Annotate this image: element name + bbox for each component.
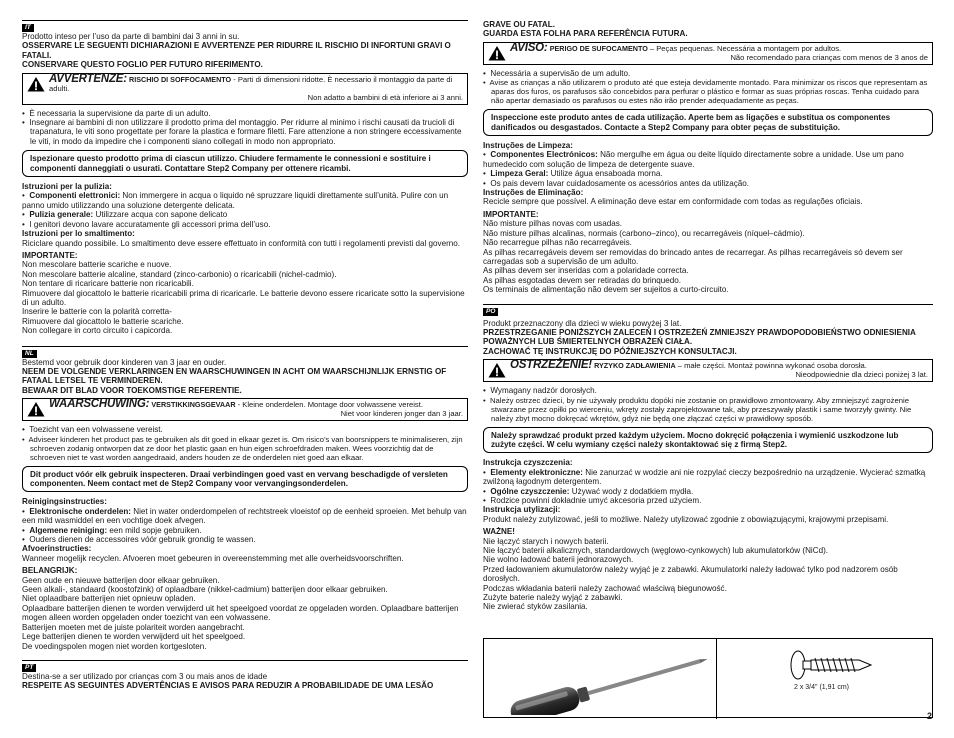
pl-warning-title: OSTRZEŻENIE! <box>510 359 592 372</box>
it-important-4: Rimuovere dal giocattolo le batterie ricaricabili prima di ricaricarle. Le batterie devono essere ricaricate sotto la supervisione di un adulto. <box>22 288 465 307</box>
pl-cleaning-title: Instrukcja czyszczenia: <box>483 458 573 468</box>
pt-warning-subtitle: PERIGO DE SUFOCAMENTO <box>549 43 648 53</box>
pt-disposal-text: Recicle sempre que possível. A eliminação deve estar em conformidade com todas as regulações oficiais. <box>483 197 863 207</box>
pl-important-7: Nie zwierać styków zasilania. <box>483 602 588 612</box>
it-important-7: Non collegare in corto circuito i capicorda. <box>22 326 173 336</box>
it-bullet-2: • Insegnare ai bambini di non utilizzare il prodotto prima del montaggio. Per ridurre al minimo i rischi causati da trucioli di trapanatura, le viti sono progettate per forare la plastica e formare filetti. Fare attenzione a non stringere eccessivamente le viti, in modo da impedire che i componenti siano collegati in modo non appropriato. <box>22 118 462 146</box>
pt-important-7: Os terminais de alimentação não devem ser sujeitos a curto-circuito. <box>483 285 729 295</box>
it-important-6: Rimuovere dal giocattolo le batterie scariche. <box>22 316 184 326</box>
nl-warning-text: - Kleine onderdelen. Montage door volwassene vereist. <box>235 400 423 410</box>
nl-bullet-1: • Toezicht van een volwassene vereist. <box>22 425 163 435</box>
right-column <box>483 20 933 612</box>
pl-warning-text: – małe części. Montaż powinna wykonać osoba dorosła. <box>675 361 867 371</box>
nl-heading: NEEM DE VOLGENDE VERKLARINGEN EN WAARSCHUWINGEN IN ACHT OM WAARSCHIJNLIJK ERNSTIG OF FATAAL LETSEL TE VERMINDEREN. <box>22 366 447 386</box>
pl-important-6: Zużyte baterie należy wyjąć z zabawki. <box>483 593 623 603</box>
nl-warning-subtitle: VERSTIKKINGSGEVAAR <box>151 400 236 410</box>
it-heading: OSSERVARE LE SEGUENTI DICHIARAZIONI E AVVERTENZE PER RIDURRE IL RISCHIO DI INFORTUNI GRAVI O FATALI. <box>22 41 451 60</box>
it-intro: Prodotto inteso per l’uso da parte di bambini dai 3 anni in su. <box>22 32 240 41</box>
section-it-header <box>22 20 468 32</box>
nl-warning-box <box>22 398 468 421</box>
it-warning-text-2: Non adatto a bambini di età inferiore ai 3 anni. <box>307 92 463 102</box>
pt-inspect-box: Inspeccione este produto antes de cada utilização. Aperte bem as ligações e substitua os componentes danificados ou desgastados. Contacte a Step2 Company para obter peças de substituição. <box>483 109 933 136</box>
it-important-3: Non tentare di ricaricare batterie non ricaricabili. <box>22 279 194 289</box>
section-pt-header <box>22 660 468 672</box>
warning-icon <box>27 401 45 417</box>
nl-cleaning-1: • Elektronische onderdelen: Niet in water onderdompelen of rechtstreek vloeistof op de eenheid sproeien. Met behulp van een mild wasmiddel en een vochtige doek afvegen. <box>22 506 467 526</box>
it-inspect-box: Ispezionare questo prodotto prima di ciascun utilizzo. Chiudere fermamente le connessioni e sostituire i componenti danneggiati o usurati. Contattare Step2 Company per ottenere ricambi. <box>22 150 468 177</box>
page-number: 2 <box>927 711 933 721</box>
it-important-title: IMPORTANTE: <box>22 250 78 260</box>
it-cleaning-title: Istruzioni per la pulizia: <box>22 182 112 192</box>
left-column <box>22 20 468 691</box>
it-warning-text: - Parti di dimensioni ridotte. È necessario il montaggio da parte di adulti. <box>49 74 453 93</box>
it-bullet-1: • È necessaria la supervisione da parte di un adulto. <box>22 108 211 118</box>
pt-important-1: Não misture pilhas novas com usadas. <box>483 219 623 229</box>
lang-code-pt: PT <box>22 664 36 672</box>
nl-inspect-box: Dit product vóór elk gebruik inspecteren. Draai verbindingen goed vast en vervang beschadigde of versleten componenten. Neem contact met de Step2 Company voor vervangingsonderdelen. <box>22 466 468 493</box>
pl-disposal-text: Produkt należy zutylizować, jeśli to możliwe. Należy utylizować zgodnie z obowiązującymi, krajowymi przepisami. <box>483 514 889 524</box>
warning-icon <box>488 45 506 61</box>
pl-inspect-box: Należy sprawdzać produkt przed każdym użyciem. Mocno dokręcić połączenia i wymienić uszkodzone lub zużyte części. W celu wymiany części należy skontaktować się z firmą Step2. <box>483 427 933 454</box>
pt-intro: Destina-se a ser utilizado por crianças com 3 ou mais anos de idade <box>22 671 268 681</box>
pt-cleaning-2: • Limpeza Geral: Utilize água ensaboada morna. <box>483 169 663 179</box>
pl-important-4: Przed ładowaniem akumulatorów należy wyjąć je z zabawki. Akumulatorki należy ładować tylko pod nadzorem osób dorosłych. <box>483 564 898 584</box>
screwdriver-icon <box>492 643 712 715</box>
pt-heading-part-2: GRAVE OU FATAL. <box>483 20 555 29</box>
pt-warning-text-2: Não recomendado para crianças com menos de 3 anos de <box>730 52 928 62</box>
lang-code-pl: PO <box>483 308 498 316</box>
pt-bullet-1: • Necessária a supervisão de um adulto. <box>483 68 631 78</box>
nl-disposal-title: Afvoerinstructies: <box>22 544 92 554</box>
nl-warning-text-2: Niet voor kinderen jonger dan 3 jaar. <box>340 409 463 419</box>
nl-disposal-text: Wanneer mogelijk recyclen. Afvoeren moet gebeuren in overeenstemming met alle overheidsvoorschriften. <box>22 553 404 563</box>
pl-warning-subtitle: RYZYKO ZADŁAWIENIA <box>594 361 676 371</box>
section-nl-header <box>22 346 468 358</box>
it-cleaning-2: • Pulizia generale: Utilizzare acqua con sapone delicato <box>22 210 228 220</box>
hardware-divider <box>716 639 717 719</box>
pl-important-5: Podczas wkładania baterii należy zachować właściwą biegunowość. <box>483 583 727 593</box>
pl-important-2: Nie łączyć baterii alkalicznych, standardowych (węglowo-cynkowych) lub akumulatorków (NiCd). <box>483 546 829 556</box>
nl-cleaning-title: Reinigingsinstructies: <box>22 497 107 507</box>
it-important-2: Non mescolare batterie alcaline, standard (zinco-carbonio) o ricaricabili (nichel-cadmio). <box>22 269 337 279</box>
pt-bullet-2: • Avise as crianças a não utilizarem o produto até que esteja devidamente montado. Para minimizar os riscos que representam as aparas dos furos, os parafusos são concebidos para perfurar o plástico e formar as suas próprias roscas. Tenha cuidado para não apertar demasiado os parafusos ou estes não irão prender adequadamente as peças. <box>483 78 928 106</box>
it-disposal-title: Istruzioni per lo smaltimento: <box>22 229 135 239</box>
pl-heading: PRZESTRZEGANIE PONIŻSZYCH ZALECEŃ I OSTRZEŻEŃ ZMNIEJSZY PRAWDOPODOBIEŃSTWO ODNIESIENIA POWAŻNYCH LUB ŚMIERTELNYCH OBRAŻEŃ CIAŁA. <box>483 327 916 347</box>
pl-warning-box <box>483 359 933 382</box>
screw-caption: 2 x 3/4" (1,91 cm) <box>794 684 850 691</box>
pt-heading-part-1: RESPEITE AS SEGUINTES ADVERTÊNCIAS E AVISOS PARA REDUZIR A PROBABILIDADE DE UMA LESÃO <box>22 681 434 691</box>
nl-important-3: Niet oplaadbare batterijen niet opnieuw opladen. <box>22 594 196 604</box>
pl-bullet-2: • Należy ostrzec dzieci, by nie używały produktu dopóki nie zostanie on prawidłowo zmontowany. Aby zmniejszyć zagrożenie stwarzane przez opiłki po wierceniu, wkręty zostały zaprojektowane tak, aby przeszywały plastik i same tworzyły gwinty. Nie należy zbyt mocno dokręcać wkrętów, gdyż nie będą one złączać części w prawidłowy sposób. <box>483 395 912 423</box>
it-cleaning-3: • I genitori devono lavare accuratamente gli accessori prima dell’uso. <box>22 219 271 229</box>
pt-cleaning-title: Instruções de Limpeza: <box>483 141 573 151</box>
nl-keep-sheet: BEWAAR DIT BLAD VOOR TOEKOMSTIGE REFERENTIE. <box>22 385 242 395</box>
pt-important-title: IMPORTANTE: <box>483 209 539 219</box>
it-warning-box <box>22 73 468 105</box>
pl-bullet-1: • Wymagany nadzór dorosłych. <box>483 386 597 396</box>
nl-important-2: Geen alkali-, standaard (koostofzink) of oplaadbare (nikkel-cadmium) batterijen door elkaar gebruiken. <box>22 585 388 595</box>
pt-cleaning-1: • Componentes Electrónicos: Não mergulhe em água ou deite líquido directamente sobre a unidade. Use um pano humedecido com solução de limpeza de detergente suave. <box>483 150 904 169</box>
pt-disposal-title: Instruções de Eliminação: <box>483 188 584 198</box>
it-disposal-text: Riciclare quando possibile. Lo smaltimento deve essere effettuato in conformità con tutti i regolamenti previsti dal governo. <box>22 238 461 248</box>
lang-code-it: IT <box>22 24 34 32</box>
nl-important-7: De voedingspolen mogen niet worden kortgesloten. <box>22 641 207 651</box>
pl-cleaning-1: • Elementy elektroniczne: Nie zanurzać w wodzie ani nie rozpylać cieczy bezpośrednio na urządzenie. Wycierać szmatką zwilżoną łagodnym detergentem. <box>483 467 926 487</box>
lang-code-nl: NL <box>22 350 37 358</box>
it-important-5: Inserire le batterie con la polarità corretta- <box>22 307 172 317</box>
it-warning-title: AVVERTENZE: <box>49 72 127 85</box>
pt-keep-sheet: GUARDA ESTA FOLHA PARA REFERÊNCIA FUTURA. <box>483 29 688 39</box>
pl-important-title: WAŻNE! <box>483 527 515 537</box>
hardware-panel <box>483 638 933 718</box>
nl-important-4: Oplaadbare batterijen dienen te worden verwijderd uit het speelgoed voordat ze opgeladen worden. Oplaadbare batterijen mogen alleen worden opgeladen onder toezicht van een volwassene. <box>22 603 459 623</box>
pt-important-5: As pilhas devem ser inseridas com a polaridade correcta. <box>483 266 689 276</box>
pl-keep-sheet: ZACHOWAĆ TĘ INSTRUKCJĘ DO PÓŹNIEJSZYCH KONSULTACJI. <box>483 346 737 356</box>
nl-cleaning-2: • Algemene reiniging: een mild sopje gebruiken. <box>22 525 202 535</box>
pl-important-1: Nie łączyć starych i nowych baterii. <box>483 536 609 546</box>
pl-important-3: Nie wolno ładować baterii jednorazowych. <box>483 555 634 565</box>
warning-icon <box>488 362 506 378</box>
pt-important-4: As pilhas recarregáveis devem ser removidas do brincado antes de recarregar. As pilhas recarregáveis só devem ser carregadas sob a supervisão de um adulto. <box>483 247 903 266</box>
section-pl-header <box>483 304 933 316</box>
pt-warning-title: AVISO: <box>510 41 548 54</box>
nl-cleaning-3: • Ouders dienen de accessoires vóór gebruik grondig te wassen. <box>22 535 256 545</box>
pl-cleaning-3: • Rodzice powinni dokładnie umyć akcesoria przed użyciem. <box>483 496 702 505</box>
nl-intro: Bestemd voor gebruik door kinderen van 3 jaar en ouder. <box>22 357 227 367</box>
nl-warning-title: WAARSCHUWING: <box>49 398 150 411</box>
it-cleaning-1: • Componenti elettronici: Non immergere in acqua o liquido né spruzzare liquidi direttamente sull’unità. Pulire con un panno umido utilizzando una soluzione detergente delicata. <box>22 191 449 210</box>
pl-warning-text-2: Nieodpowiednie dla dzieci poniżej 3 lat. <box>795 370 928 380</box>
pl-cleaning-2: • Ogólne czyszczenie: Używać wody z dodatkiem mydła. <box>483 486 694 496</box>
it-keep-sheet: CONSERVARE QUESTO FOGLIO PER FUTURO RIFERIMENTO. <box>22 60 263 70</box>
it-important-1: Non mescolare batterie scariche e nuove. <box>22 260 172 270</box>
warning-icon <box>27 76 45 92</box>
pt-important-3: Não recarregue pilhas não recarregáveis. <box>483 238 632 248</box>
pt-important-6: As pilhas esgotadas devem ser retiradas do brinquedo. <box>483 275 681 285</box>
it-warning-subtitle: RISCHIO DI SOFFOCAMENTO <box>129 74 232 84</box>
pl-intro: Produkt przeznaczony dla dzieci w wieku powyżej 3 lat. <box>483 318 682 328</box>
nl-important-5: Batterijen moeten met de juiste polariteit worden aangebracht. <box>22 622 245 632</box>
nl-important-1: Geen oude en nieuwe batterijen door elkaar gebruiken. <box>22 575 220 585</box>
pt-cleaning-3: • Os pais devem lavar cuidadosamente os acessórios antes da utilização. <box>483 178 750 188</box>
nl-important-6: Lege batterijen dienen te worden verwijderd uit het speelgoed. <box>22 632 246 642</box>
pt-warning-box <box>483 42 933 65</box>
nl-bullet-2: • Adviseer kinderen het product pas te gebruiken als dit goed in elkaar gezet is. Om risico’s van boorsnippers te minimaliseren, zijn schroeven zodanig ontworpen dat ze door het plastic gaan en hun eigen schroefdraden maken. Wees voorzichtig dat de schroeven niet te vast worden aangedraaid, anders houden ze de onderdelen niet goed aan elkaar. <box>22 434 463 462</box>
screw-icon <box>789 649 873 681</box>
pl-disposal-title: Instrukcja utylizacji: <box>483 505 561 515</box>
pt-important-2: Não misture pilhas alcalinas, normais (carbono–zinco), ou recarregáveis (níquel–cádmio). <box>483 228 805 238</box>
nl-important-title: BELANGRIJK: <box>22 566 78 576</box>
pt-warning-text: – Peças pequenas. Necessária a montagem por adultos. <box>647 43 842 53</box>
